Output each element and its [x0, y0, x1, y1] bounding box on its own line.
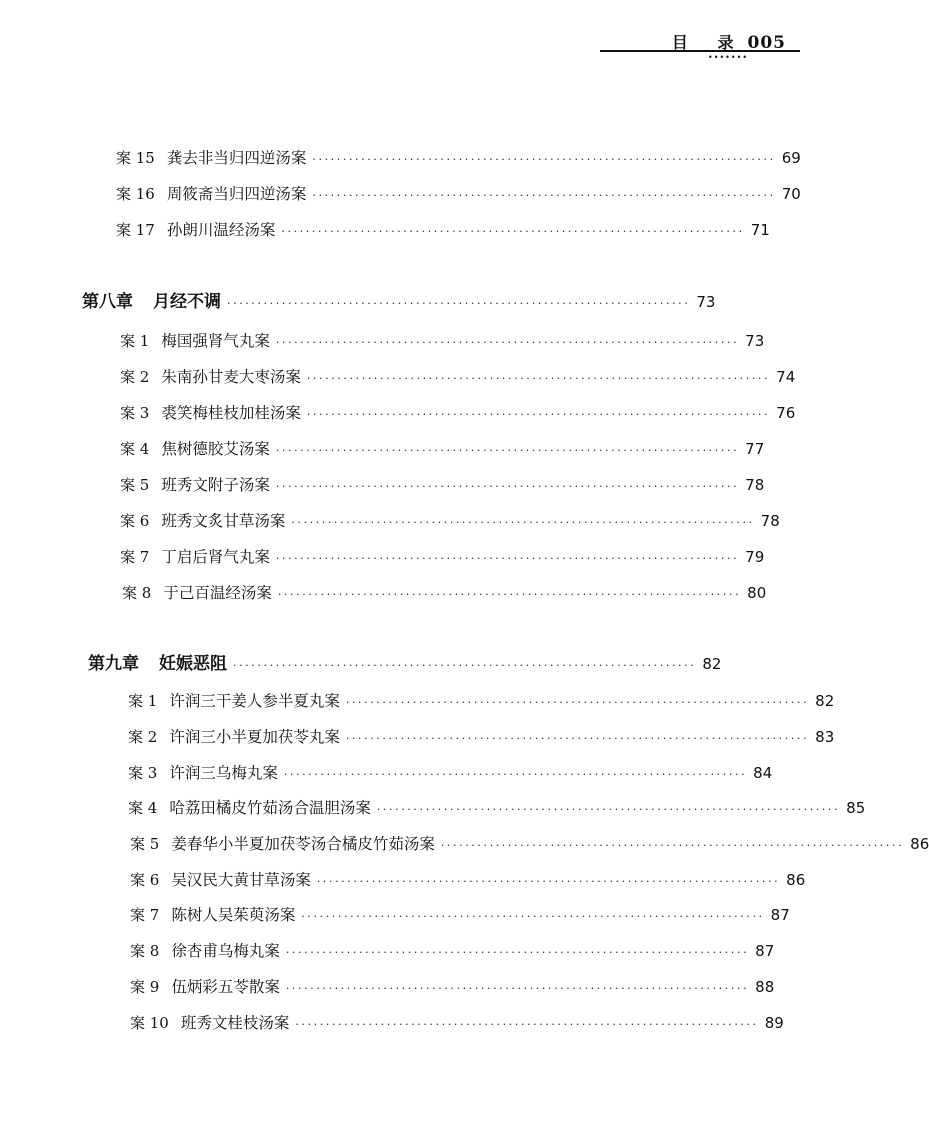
- case-title: 裘笑梅桂枝加桂汤案: [161, 404, 301, 422]
- header-title: 目 录: [671, 33, 746, 52]
- case-title: 龚去非当归四逆汤案: [166, 149, 307, 167]
- dot-leader: ············································································: [295, 1018, 759, 1031]
- toc-case-row[interactable]: [128, 798, 866, 820]
- toc-case-row[interactable]: [116, 184, 801, 206]
- case-title: 焦树德胶艾汤案: [161, 440, 270, 458]
- dot-leader: ············································································: [275, 552, 740, 565]
- page-number: 74: [776, 368, 796, 386]
- dot-leader: ············································································: [312, 153, 776, 166]
- case-number: 案 8: [122, 584, 152, 602]
- case-number: 案 5: [120, 476, 150, 494]
- page-number: 77: [745, 440, 765, 458]
- toc-case-row[interactable]: [130, 941, 775, 963]
- case-title: 许润三乌梅丸案: [169, 764, 278, 782]
- case-title: 姜春华小半夏加茯苓汤合橘皮竹茹汤案: [171, 835, 435, 853]
- case-number: 案 9: [130, 978, 160, 996]
- page-number: 88: [755, 978, 775, 996]
- toc-case-row[interactable]: [116, 220, 770, 242]
- chapter-title: 月经不调: [153, 292, 221, 312]
- page-number: 79: [745, 548, 765, 566]
- toc-case-row[interactable]: [130, 905, 790, 927]
- toc-case-row[interactable]: [130, 834, 929, 856]
- dot-leader: ············································································: [376, 803, 841, 816]
- page-number: 87: [755, 942, 775, 960]
- case-title: 梅国强肾气丸案: [161, 332, 270, 350]
- page-number: 73: [745, 332, 765, 350]
- case-title: 孙朗川温经汤案: [166, 221, 276, 239]
- dot-leader: ············································································: [440, 839, 905, 852]
- case-title: 伍炳彩五苓散案: [171, 978, 280, 996]
- page-number: 87: [770, 906, 790, 924]
- page-number: 82: [815, 692, 835, 710]
- header-rule: [600, 50, 800, 52]
- case-title: 班秀文附子汤案: [161, 476, 270, 494]
- dot-leader: ············································································: [233, 659, 697, 672]
- page-number: 70: [781, 185, 801, 203]
- toc-case-row[interactable]: [120, 367, 796, 389]
- dot-leader: ············································································: [285, 982, 750, 995]
- toc-case-row[interactable]: [128, 691, 835, 713]
- toc-case-row[interactable]: [130, 1013, 784, 1035]
- case-number: 案 17: [116, 221, 155, 239]
- toc-case-row[interactable]: [116, 148, 801, 170]
- case-number: 案 1: [128, 692, 158, 710]
- toc-case-row[interactable]: [122, 583, 767, 605]
- toc-chapter-row[interactable]: [82, 292, 716, 314]
- page-number: 78: [760, 512, 780, 530]
- case-number: 案 6: [120, 512, 150, 530]
- page-number: 86: [910, 835, 929, 853]
- case-title: 于己百温经汤案: [163, 584, 272, 602]
- case-title: 徐杏甫乌梅丸案: [171, 942, 280, 960]
- case-title: 吴汉民大黄甘草汤案: [171, 871, 311, 889]
- page-number: 80: [747, 584, 767, 602]
- case-number: 案 2: [128, 728, 158, 746]
- toc-case-row[interactable]: [128, 763, 773, 785]
- case-title: 班秀文炙甘草汤案: [161, 512, 286, 530]
- case-number: 案 10: [130, 1014, 169, 1032]
- toc-case-row[interactable]: [128, 727, 835, 749]
- dot-leader: ············································································: [281, 225, 745, 238]
- case-number: 案 6: [130, 871, 160, 889]
- case-number: 案 4: [128, 799, 158, 817]
- chapter-title: 妊娠恶阻: [159, 654, 227, 674]
- case-number: 案 3: [120, 404, 150, 422]
- case-title: 朱南孙甘麦大枣汤案: [161, 368, 301, 386]
- toc-case-row[interactable]: [120, 547, 765, 569]
- toc-case-row[interactable]: [120, 439, 765, 461]
- case-number: 案 2: [120, 368, 150, 386]
- dot-leader: ············································································: [283, 768, 748, 781]
- case-number: 案 1: [120, 332, 150, 350]
- case-number: 案 3: [128, 764, 158, 782]
- chapter-number: 第八章: [82, 292, 133, 312]
- page-number: 82: [702, 655, 722, 673]
- page-number: 71: [750, 221, 770, 239]
- chapter-number: 第九章: [88, 654, 139, 674]
- dot-leader: ············································································: [275, 480, 740, 493]
- page-number: 78: [745, 476, 765, 494]
- dot-leader: ············································································: [301, 910, 765, 923]
- page-number: 83: [815, 728, 835, 746]
- dot-leader: ············································································: [291, 516, 755, 529]
- page-number: 69: [781, 149, 801, 167]
- case-number: 案 15: [116, 149, 155, 167]
- toc-case-row[interactable]: [120, 403, 796, 425]
- case-title: 陈树人吴茱萸汤案: [171, 906, 296, 924]
- case-number: 案 16: [116, 185, 155, 203]
- dot-leader: ············································································: [227, 297, 691, 310]
- case-title: 丁启后肾气丸案: [161, 548, 270, 566]
- toc-case-row[interactable]: [130, 977, 775, 999]
- page-number: 89: [764, 1014, 784, 1032]
- dot-leader: ············································································: [345, 732, 810, 745]
- toc-case-row[interactable]: [120, 475, 765, 497]
- case-number: 案 8: [130, 942, 160, 960]
- case-title: 许润三干姜人参半夏丸案: [169, 692, 340, 710]
- toc-case-row[interactable]: [130, 870, 806, 892]
- case-number: 案 7: [130, 906, 160, 924]
- case-title: 周筱斋当归四逆汤案: [166, 185, 307, 203]
- dot-leader: ············································································: [306, 408, 771, 421]
- case-number: 案 4: [120, 440, 150, 458]
- case-number: 案 5: [130, 835, 160, 853]
- dot-leader: ············································································: [316, 875, 781, 888]
- dot-leader: ············································································: [285, 946, 750, 959]
- page-number: 85: [846, 799, 866, 817]
- page-number: 76: [776, 404, 796, 422]
- header-dots: •••••••: [708, 53, 749, 62]
- dot-leader: ············································································: [306, 372, 771, 385]
- dot-leader: ············································································: [275, 444, 740, 457]
- toc-chapter-row[interactable]: [88, 654, 722, 676]
- case-title: 许润三小半夏加茯苓丸案: [169, 728, 340, 746]
- page-number: 73: [696, 293, 716, 311]
- case-title: 哈荔田橘皮竹茹汤合温胆汤案: [169, 799, 371, 817]
- case-title: 班秀文桂枝汤案: [180, 1014, 290, 1032]
- header-page-number: 005: [747, 33, 786, 53]
- dot-leader: ············································································: [275, 336, 740, 349]
- page-number: 86: [786, 871, 806, 889]
- case-number: 案 7: [120, 548, 150, 566]
- dot-leader: ············································································: [277, 588, 742, 601]
- toc-case-row[interactable]: [120, 331, 765, 353]
- dot-leader: ············································································: [345, 696, 810, 709]
- page-number: 84: [753, 764, 773, 782]
- toc-case-row[interactable]: [120, 511, 780, 533]
- dot-leader: ············································································: [312, 189, 776, 202]
